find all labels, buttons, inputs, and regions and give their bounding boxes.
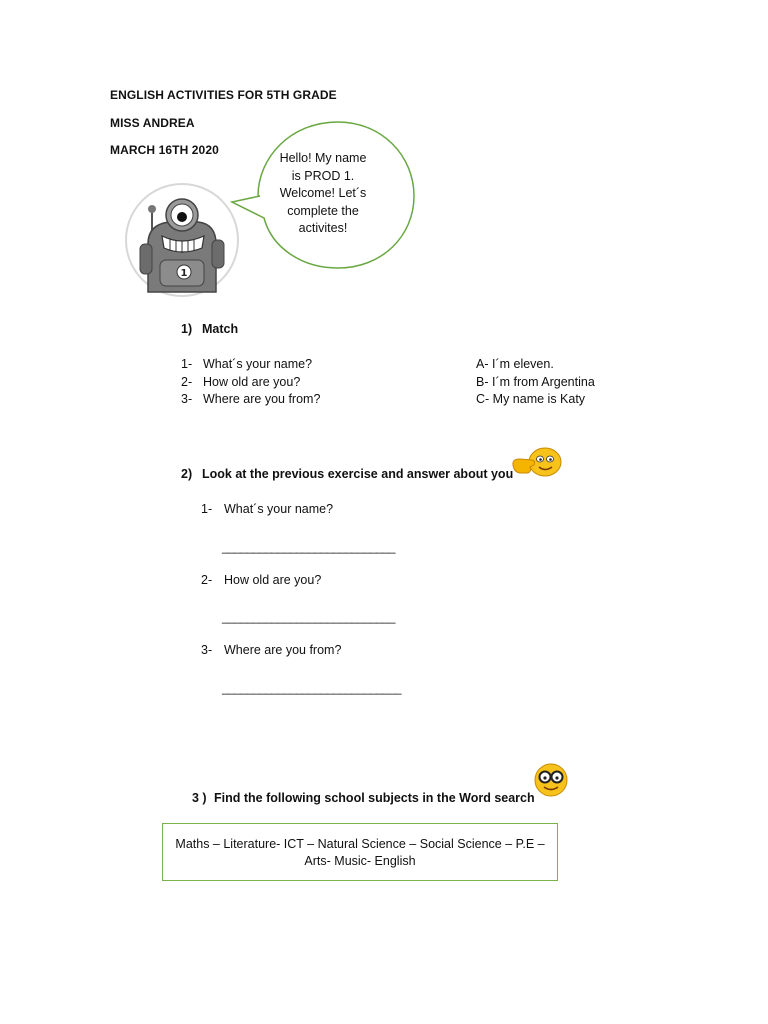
doc-date: MARCH 16TH 2020 (110, 143, 219, 157)
robot-badge: 1 (180, 268, 188, 279)
ex1-answer: A- I´m eleven. (476, 357, 554, 371)
ex2-answer-line[interactable]: ____________________________ (222, 610, 395, 624)
ex1-q-text: What´s your name? (203, 357, 313, 371)
ex1-answer: C- My name is Katy (476, 392, 586, 406)
subjects-line: Arts- Music- English (304, 854, 416, 868)
ex2-q-text: Where are you from? (224, 643, 342, 657)
ex2-q-num: 2- (201, 573, 213, 587)
ex3-title: Find the following school subjects in the Word search (214, 791, 535, 805)
subjects-box (162, 823, 558, 881)
ex1-title: Match (202, 322, 239, 336)
ex1-number: 1) (181, 322, 193, 336)
glasses-emoji-icon (532, 761, 570, 799)
bubble-line: Welcome! Let´s (279, 186, 367, 200)
ex2-title: Look at the previous exercise and answer about you (202, 467, 514, 481)
speech-bubble-text (268, 150, 378, 238)
ex1-q-text: Where are you from? (203, 392, 321, 406)
subjects-line: Maths – Literature- ICT – Natural Science – Social Science – P.E – (175, 837, 545, 851)
ex2-q-text: What´s your name? (224, 502, 334, 516)
pointing-emoji-icon (510, 445, 564, 481)
ex1-q-num: 3- (181, 392, 193, 406)
ex2-q-text: How old are you? (224, 573, 322, 587)
ex1-q-num: 1- (181, 357, 193, 371)
ex1-answer: B- I´m from Argentina (476, 375, 595, 389)
teacher-name: MISS ANDREA (110, 116, 195, 130)
robot-illustration (118, 182, 246, 302)
ex2-q-num: 1- (201, 502, 213, 516)
ex3-number: 3 ) (192, 791, 207, 805)
bubble-line: complete the (287, 203, 359, 218)
bubble-line: Hello! My name (279, 151, 367, 165)
doc-title: ENGLISH ACTIVITIES FOR 5TH GRADE (110, 88, 337, 102)
ex2-answer-line[interactable]: ____________________________ (222, 540, 395, 554)
ex1-q-num: 2- (181, 375, 193, 389)
ex2-answer-line[interactable]: _____________________________ (222, 681, 402, 695)
ex2-number: 2) (181, 467, 193, 481)
ex2-q-num: 3- (201, 643, 213, 657)
ex1-q-text: How old are you? (203, 375, 301, 389)
bubble-line: is PROD 1. (291, 168, 355, 183)
bubble-line: activites! (298, 221, 348, 235)
